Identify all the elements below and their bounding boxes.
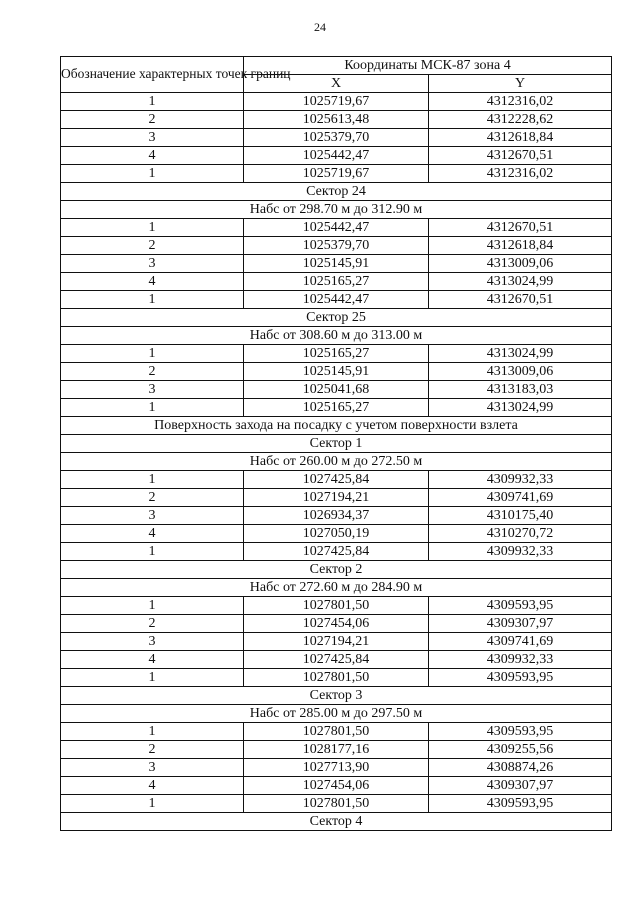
coord-x: 1027801,50 [244, 669, 429, 687]
coord-y: 4312618,84 [429, 237, 612, 255]
header-point-designation: Обозначение характерных точек границ [61, 57, 244, 93]
coord-y: 4309307,97 [429, 777, 612, 795]
point-number: 1 [61, 291, 244, 309]
section-label: Сектор 3 [61, 687, 612, 705]
table-row [61, 147, 612, 165]
section-row [61, 453, 612, 471]
section-row [61, 327, 612, 345]
coord-y: 4313183,03 [429, 381, 612, 399]
point-number: 3 [61, 507, 244, 525]
coord-y: 4309593,95 [429, 669, 612, 687]
section-label: Нaбс от 285.00 м до 297.50 м [61, 705, 612, 723]
section-label: Нaбс от 298.70 м до 312.90 м [61, 201, 612, 219]
point-number: 1 [61, 165, 244, 183]
coord-y: 4309932,33 [429, 471, 612, 489]
coord-y: 4309741,69 [429, 633, 612, 651]
point-number: 2 [61, 363, 244, 381]
section-row [61, 705, 612, 723]
table-row [61, 777, 612, 795]
coord-y: 4312670,51 [429, 291, 612, 309]
table-row [61, 237, 612, 255]
table-row [61, 795, 612, 813]
header-x: X [244, 75, 429, 93]
table-row [61, 165, 612, 183]
point-number: 1 [61, 543, 244, 561]
table-row [61, 471, 612, 489]
table-row [61, 363, 612, 381]
coord-y: 4308874,26 [429, 759, 612, 777]
coord-x: 1025442,47 [244, 291, 429, 309]
table-row [61, 345, 612, 363]
section-row [61, 309, 612, 327]
coord-y: 4310175,40 [429, 507, 612, 525]
point-number: 2 [61, 741, 244, 759]
coord-y: 4310270,72 [429, 525, 612, 543]
coord-x: 1025145,91 [244, 363, 429, 381]
page-number: 24 [314, 20, 326, 34]
section-label: Поверхность захода на посадку с учетом поверхности взлета [61, 417, 612, 435]
coord-y: 4312228,62 [429, 111, 612, 129]
point-number: 1 [61, 669, 244, 687]
table-row [61, 741, 612, 759]
table-row [61, 129, 612, 147]
coord-x: 1025719,67 [244, 165, 429, 183]
header-coordinates: Координаты МСК-87 зона 4 [244, 57, 612, 75]
coord-y: 4309741,69 [429, 489, 612, 507]
coord-x: 1027194,21 [244, 633, 429, 651]
table-row [61, 633, 612, 651]
point-number: 1 [61, 219, 244, 237]
coord-x: 1027194,21 [244, 489, 429, 507]
table-row [61, 723, 612, 741]
table-row [61, 489, 612, 507]
point-number: 1 [61, 795, 244, 813]
coord-x: 1025165,27 [244, 399, 429, 417]
point-number: 4 [61, 651, 244, 669]
coord-x: 1027454,06 [244, 615, 429, 633]
point-number: 3 [61, 759, 244, 777]
section-label: Сектор 24 [61, 183, 612, 201]
section-label: Сектор 25 [61, 309, 612, 327]
coord-x: 1027425,84 [244, 471, 429, 489]
coord-x: 1028177,16 [244, 741, 429, 759]
point-number: 4 [61, 147, 244, 165]
coord-y: 4313009,06 [429, 255, 612, 273]
point-number: 3 [61, 633, 244, 651]
coord-y: 4312316,02 [429, 93, 612, 111]
coord-x: 1027713,90 [244, 759, 429, 777]
coord-x: 1025613,48 [244, 111, 429, 129]
section-label: Нaбс от 272.60 м до 284.90 м [61, 579, 612, 597]
table-row [61, 273, 612, 291]
coord-x: 1026934,37 [244, 507, 429, 525]
coord-y: 4312670,51 [429, 219, 612, 237]
coord-y: 4309932,33 [429, 651, 612, 669]
coord-y: 4313009,06 [429, 363, 612, 381]
coord-x: 1025165,27 [244, 345, 429, 363]
table-row [61, 615, 612, 633]
section-row [61, 687, 612, 705]
coord-x: 1025165,27 [244, 273, 429, 291]
coord-x: 1025145,91 [244, 255, 429, 273]
point-number: 3 [61, 381, 244, 399]
table-header-row [61, 57, 612, 75]
coord-x: 1027425,84 [244, 543, 429, 561]
table-row [61, 255, 612, 273]
coord-y: 4309932,33 [429, 543, 612, 561]
table-row [61, 291, 612, 309]
table-row [61, 525, 612, 543]
coord-y: 4312670,51 [429, 147, 612, 165]
table-row [61, 759, 612, 777]
coord-y: 4313024,99 [429, 399, 612, 417]
table-row [61, 381, 612, 399]
point-number: 2 [61, 615, 244, 633]
section-label: Нaбс от 260.00 м до 272.50 м [61, 453, 612, 471]
point-number: 4 [61, 273, 244, 291]
point-number: 1 [61, 597, 244, 615]
table-row [61, 93, 612, 111]
coord-y: 4309593,95 [429, 795, 612, 813]
section-row [61, 417, 612, 435]
point-number: 1 [61, 471, 244, 489]
point-number: 4 [61, 777, 244, 795]
coord-y: 4312316,02 [429, 165, 612, 183]
table-row [61, 669, 612, 687]
section-label: Сектор 4 [61, 813, 612, 831]
section-row [61, 813, 612, 831]
coord-x: 1027425,84 [244, 651, 429, 669]
coord-x: 1025719,67 [244, 93, 429, 111]
point-number: 1 [61, 399, 244, 417]
coord-y: 4313024,99 [429, 273, 612, 291]
coord-y: 4313024,99 [429, 345, 612, 363]
table-row [61, 399, 612, 417]
coord-x: 1027454,06 [244, 777, 429, 795]
point-number: 2 [61, 237, 244, 255]
coord-x: 1025379,70 [244, 237, 429, 255]
coord-x: 1025041,68 [244, 381, 429, 399]
point-number: 2 [61, 489, 244, 507]
section-label: Сектор 2 [61, 561, 612, 579]
coord-x: 1025442,47 [244, 219, 429, 237]
coord-y: 4309307,97 [429, 615, 612, 633]
header-y: Y [429, 75, 612, 93]
point-number: 4 [61, 525, 244, 543]
coord-x: 1025442,47 [244, 147, 429, 165]
point-number: 1 [61, 345, 244, 363]
table-row [61, 219, 612, 237]
section-label: Сектор 1 [61, 435, 612, 453]
coord-y: 4312618,84 [429, 129, 612, 147]
coord-x: 1025379,70 [244, 129, 429, 147]
point-number: 3 [61, 129, 244, 147]
coord-x: 1027801,50 [244, 723, 429, 741]
table-row [61, 111, 612, 129]
table-row [61, 507, 612, 525]
coordinates-table [60, 56, 612, 831]
table-row [61, 597, 612, 615]
coord-y: 4309593,95 [429, 597, 612, 615]
coord-x: 1027801,50 [244, 795, 429, 813]
section-row [61, 435, 612, 453]
section-row [61, 201, 612, 219]
coord-x: 1027050,19 [244, 525, 429, 543]
coord-x: 1027801,50 [244, 597, 429, 615]
table-row [61, 651, 612, 669]
section-row [61, 579, 612, 597]
section-row [61, 561, 612, 579]
point-number: 1 [61, 723, 244, 741]
point-number: 3 [61, 255, 244, 273]
section-label: Нaбс от 308.60 м до 313.00 м [61, 327, 612, 345]
coord-y: 4309255,56 [429, 741, 612, 759]
table-body [61, 93, 612, 831]
section-row [61, 183, 612, 201]
point-number: 2 [61, 111, 244, 129]
table-row [61, 543, 612, 561]
coord-y: 4309593,95 [429, 723, 612, 741]
point-number: 1 [61, 93, 244, 111]
